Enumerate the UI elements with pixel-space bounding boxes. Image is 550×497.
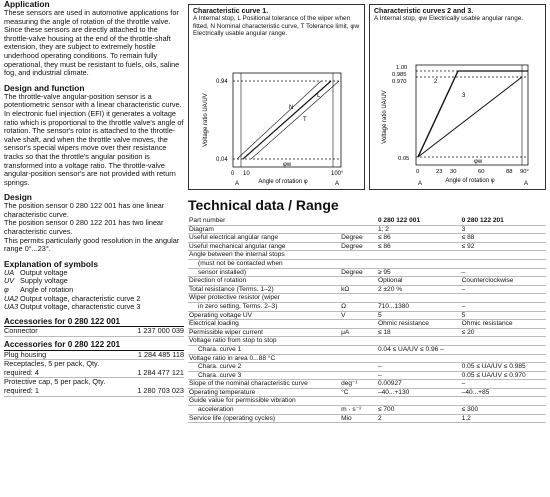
design-section bbox=[4, 193, 184, 254]
design-function-section bbox=[4, 84, 184, 188]
symbol-desc: Angle of rotation bbox=[20, 285, 74, 295]
table-row bbox=[188, 354, 546, 363]
accessory-number: 1 280 703 023 bbox=[137, 385, 184, 395]
param-cell: Useful mechanical angular range bbox=[188, 242, 340, 251]
symbol: UA2 bbox=[4, 293, 19, 303]
param-cell: Wiper protective resistor (wiper bbox=[188, 294, 340, 303]
curve2-line bbox=[418, 71, 458, 157]
design-function-text: The throttle-valve angular-position sensor is a potentiometric sensor with a linear characteristic curve. In electronic fuel injection (EFI) it generates a voltage ratio which is proportional to the throttle valve's angle of rotation. The sensor's rotor is attached to the throttle-valve shaft, and when the throttle valve moves, the sensor's special wipers move over their resistance tracks so that the throttle's angular position is transformed into a voltage ratio. The throttle-valve angular-position sensor's are not provided with return springs. bbox=[4, 91, 184, 187]
table-row bbox=[188, 320, 546, 329]
value-201-cell: ≤ 92 bbox=[461, 242, 546, 251]
symbol-desc: Output voltage bbox=[20, 267, 68, 277]
design-line: The position sensor 0 280 122 001 has one linear characteristic curve. bbox=[4, 201, 165, 219]
value-201-cell: Ohmic resistance bbox=[461, 320, 546, 329]
value-201-cell: 1.2 bbox=[461, 414, 546, 423]
value-201-cell: – bbox=[461, 268, 546, 277]
value-001-cell: 1; 2 bbox=[377, 225, 461, 234]
value-001-cell: ≤ 18 bbox=[377, 328, 461, 337]
curve23-label-3: 3 bbox=[462, 93, 466, 99]
value-201-cell bbox=[461, 345, 546, 354]
unit-cell: °C bbox=[340, 388, 377, 397]
technical-data-table bbox=[188, 217, 546, 423]
curve23-title: Characteristic curves 2 and 3. bbox=[374, 8, 474, 15]
table-row bbox=[188, 345, 546, 354]
unit-cell bbox=[340, 354, 377, 363]
symbol: UA bbox=[4, 267, 15, 277]
accessory-row bbox=[4, 327, 184, 337]
table-row bbox=[188, 259, 546, 268]
value-001-cell: Ohmic resistance bbox=[377, 320, 461, 329]
param-cell: Chara. curve 3 bbox=[188, 371, 340, 380]
unit-cell bbox=[340, 345, 377, 354]
curve23-xtick: 60 bbox=[478, 169, 485, 175]
value-001-cell: ≤ 86 bbox=[377, 242, 461, 251]
curve23-label-phiw: φw bbox=[474, 159, 483, 165]
param-cell: Guide value for permissible vibration bbox=[188, 397, 340, 406]
table-row bbox=[188, 217, 546, 225]
curve1-xlabel: Angle of rotation φ bbox=[258, 179, 308, 185]
technical-data-body bbox=[188, 217, 546, 423]
param-cell: Part number bbox=[188, 217, 340, 225]
param-cell: Chara. curve 2 bbox=[188, 363, 340, 372]
param-cell: Electrical loading bbox=[188, 320, 340, 329]
value-201-cell: 3 bbox=[461, 225, 546, 234]
value-201-cell: – bbox=[461, 302, 546, 311]
symbol-desc: Output voltage, characteristic curve 3 bbox=[20, 302, 141, 312]
value-201-cell: 0 280 122 201 bbox=[461, 217, 546, 225]
unit-cell bbox=[340, 363, 377, 372]
symbols-heading: Explanation of symbols bbox=[4, 258, 99, 269]
curve23-description: A Internal stop, φw Electrically usable angular range. bbox=[374, 15, 524, 23]
curve1-label-a: A bbox=[335, 181, 340, 187]
param-cell: Direction of rotation bbox=[188, 277, 340, 286]
table-row bbox=[188, 242, 546, 251]
value-201-cell bbox=[461, 294, 546, 303]
value-001-cell: ≤ 86 bbox=[377, 234, 461, 243]
param-cell: Service life (operating cycles) bbox=[188, 414, 340, 423]
curve23-xlabel: Angle of rotation φ bbox=[445, 178, 495, 184]
curve23-label-a: A bbox=[418, 181, 423, 187]
value-201-cell: – bbox=[461, 380, 546, 389]
curve1-label-l: L bbox=[317, 93, 321, 99]
value-001-cell: ≥ 95 bbox=[377, 268, 461, 277]
curve1-ytick: 0.94 bbox=[216, 79, 228, 85]
param-cell: Voltage ratio in area 0...88 °C bbox=[188, 354, 340, 363]
application-text: These sensors are used in automotive applications for measuring the angle of rotation of the throttle valve. Since these sensors are directly attached to the throttle-valve housing at the end of the throttle-shaft extension, they are subject to extremely hostile underhood operating conditions. To remain fully operational, they must be resistant to fuels, oils, saline fog, and industrial climate. bbox=[4, 8, 180, 78]
curve1-plot bbox=[193, 65, 361, 187]
value-201-cell: ≤ 88 bbox=[461, 234, 546, 243]
value-201-cell bbox=[461, 259, 546, 268]
value-201-cell: –40...+85 bbox=[461, 388, 546, 397]
unit-cell bbox=[340, 225, 377, 234]
value-001-cell bbox=[377, 259, 461, 268]
value-001-cell bbox=[377, 337, 461, 346]
curve23-plot bbox=[374, 57, 542, 187]
table-row bbox=[188, 225, 546, 234]
value-001-cell bbox=[377, 251, 461, 260]
curve23-xtick: 90° bbox=[520, 169, 529, 175]
curve23-ylabel: Voltage ratio UA/UV bbox=[382, 90, 388, 144]
value-001-cell bbox=[377, 354, 461, 363]
unit-cell: μA bbox=[340, 328, 377, 337]
curve1-label-t: T bbox=[303, 117, 307, 123]
accessory-name: Connector bbox=[4, 326, 38, 336]
param-cell: acceleration bbox=[188, 406, 340, 415]
table-row bbox=[188, 337, 546, 346]
unit-cell: deg⁻¹ bbox=[340, 380, 377, 389]
curve1-xtick: 10 bbox=[243, 171, 250, 177]
table-row bbox=[188, 234, 546, 243]
param-cell: Diagram bbox=[188, 225, 340, 234]
table-row bbox=[188, 406, 546, 415]
curve23-ytick: 0.05 bbox=[398, 156, 410, 162]
accessories-201-heading: Accessories for 0 280 122 201 bbox=[4, 341, 184, 351]
value-201-cell: 0.05 ≤ UA/UV ≤ 0.985 bbox=[461, 363, 546, 372]
unit-cell bbox=[340, 371, 377, 380]
value-001-cell bbox=[377, 294, 461, 303]
unit-cell bbox=[340, 320, 377, 329]
table-row bbox=[188, 311, 546, 320]
accessories-201 bbox=[4, 341, 184, 397]
design-line: This permits particularly good resolution in the angular range 0°...23°. bbox=[4, 235, 180, 254]
param-cell: sensor installed) bbox=[188, 268, 340, 277]
param-cell: Voltage ratio from stop to stop bbox=[188, 337, 340, 346]
accessory-name: Plug housing bbox=[4, 349, 47, 359]
value-001-cell: 5 bbox=[377, 311, 461, 320]
table-row bbox=[188, 363, 546, 372]
param-cell: Operating voltage UV bbox=[188, 311, 340, 320]
curve1-label-n: N bbox=[289, 105, 294, 111]
characteristic-curves-2-3-panel bbox=[369, 4, 546, 190]
param-cell: Slope of the nominal characteristic curve bbox=[188, 380, 340, 389]
symbol: UA3 bbox=[4, 302, 19, 312]
table-row bbox=[188, 268, 546, 277]
table-row bbox=[188, 302, 546, 311]
curve23-label-2: 2 bbox=[434, 79, 438, 85]
value-001-cell: ≤ 700 bbox=[377, 406, 461, 415]
value-001-cell: 0.04 ≤ UA/UV ≤ 0.96 – bbox=[377, 345, 461, 354]
accessory-number: 1 237 000 039 bbox=[137, 326, 184, 336]
value-001-cell: 710...1380 bbox=[377, 302, 461, 311]
curve23-xtick: 23 bbox=[436, 169, 443, 175]
unit-cell: Degree bbox=[340, 268, 377, 277]
value-201-cell bbox=[461, 337, 546, 346]
application-heading: Application bbox=[4, 0, 50, 9]
unit-cell bbox=[340, 397, 377, 406]
param-cell: Permissible wiper current bbox=[188, 328, 340, 337]
design-heading: Design bbox=[4, 192, 32, 203]
curve3-line bbox=[418, 77, 522, 157]
table-row bbox=[188, 397, 546, 406]
accessory-number: 1 284 485 118 bbox=[137, 349, 184, 359]
curve1-tolerance-line bbox=[237, 81, 321, 159]
value-201-cell: ≤ 20 bbox=[461, 328, 546, 337]
unit-cell: kΩ bbox=[340, 285, 377, 294]
param-cell: Angle between the internal stops bbox=[188, 251, 340, 260]
curve1-xtick: 100° bbox=[331, 171, 344, 177]
unit-cell bbox=[340, 217, 377, 225]
design-line: The position sensor 0 280 122 201 has two linear characteristic curves. bbox=[4, 218, 164, 237]
unit-cell: Ω bbox=[340, 302, 377, 311]
value-201-cell bbox=[461, 251, 546, 260]
param-cell: Chara. curve 1 bbox=[188, 345, 340, 354]
left-column bbox=[4, 0, 184, 397]
symbols-section bbox=[4, 260, 184, 312]
param-cell: in zero setting, Terms. 2–3) bbox=[188, 302, 340, 311]
design-function-heading: Design and function bbox=[4, 82, 85, 93]
curve1-tolerance-line bbox=[251, 81, 339, 159]
accessory-name: Receptacles, 5 per pack, Qty. required: 4 bbox=[4, 359, 100, 377]
accessory-number: 1 284 477 121 bbox=[137, 367, 184, 377]
table-row bbox=[188, 251, 546, 260]
curve23-xtick: 30 bbox=[450, 169, 457, 175]
curve1-ytick: 0.04 bbox=[216, 157, 228, 163]
characteristic-curve-1-panel bbox=[188, 4, 365, 190]
curve1-title: Characteristic curve 1. bbox=[193, 8, 269, 15]
table-row bbox=[188, 380, 546, 389]
symbol-row bbox=[4, 303, 184, 312]
value-201-cell: – bbox=[461, 285, 546, 294]
symbol-desc: Output voltage, characteristic curve 2 bbox=[20, 293, 141, 303]
table-row bbox=[188, 371, 546, 380]
symbol: UV bbox=[4, 276, 15, 286]
param-cell: Total resistance (Terms. 1–2) bbox=[188, 285, 340, 294]
unit-cell: Degree bbox=[340, 234, 377, 243]
param-cell: Useful electrical angular range bbox=[188, 234, 340, 243]
value-001-cell: – bbox=[377, 363, 461, 372]
curve23-ytick: 1.00 bbox=[396, 65, 408, 71]
table-row bbox=[188, 294, 546, 303]
value-201-cell: Counterclockwise bbox=[461, 277, 546, 286]
curve23-ytick: 0.970 bbox=[392, 79, 407, 85]
table-row bbox=[188, 277, 546, 286]
value-001-cell: 0.00927 bbox=[377, 380, 461, 389]
value-201-cell: 0.05 ≤ UA/UV ≤ 0.970 bbox=[461, 371, 546, 380]
unit-cell bbox=[340, 251, 377, 260]
unit-cell: m · s⁻² bbox=[340, 406, 377, 415]
unit-cell bbox=[340, 259, 377, 268]
curve23-label-a: A bbox=[524, 181, 529, 187]
curve1-label-a: A bbox=[235, 181, 240, 187]
symbol: φ bbox=[4, 285, 9, 295]
table-row bbox=[188, 388, 546, 397]
param-cell: (must not be contacted when bbox=[188, 259, 340, 268]
unit-cell: Degree bbox=[340, 242, 377, 251]
curve1-ylabel: Voltage ratio UA/UV bbox=[203, 93, 209, 147]
accessory-name: Protective cap, 5 per pack, Qty. required: 1 bbox=[4, 377, 106, 395]
value-201-cell bbox=[461, 397, 546, 406]
accessories-001-heading: Accessories for 0 280 122 001 bbox=[4, 318, 184, 328]
curve1-description: A Internal stop, L Positional tolerance of the wiper when fitted, N Nominal characteristic curve, T Tolerance limit, φw Electrically usable angular range. bbox=[193, 15, 360, 38]
unit-cell bbox=[340, 294, 377, 303]
table-row bbox=[188, 328, 546, 337]
curve23-xtick: 0 bbox=[416, 169, 420, 175]
accessory-row bbox=[4, 360, 184, 378]
table-row bbox=[188, 414, 546, 423]
accessories-001 bbox=[4, 318, 184, 337]
value-001-cell: 2 ±20 % bbox=[377, 285, 461, 294]
accessory-row bbox=[4, 378, 184, 396]
application-section bbox=[4, 0, 184, 78]
value-201-cell: 5 bbox=[461, 311, 546, 320]
unit-cell bbox=[340, 277, 377, 286]
value-001-cell bbox=[377, 397, 461, 406]
value-001-cell: Optional bbox=[377, 277, 461, 286]
curve23-ytick: 0.985 bbox=[392, 72, 407, 78]
curve23-xtick: 88 bbox=[506, 169, 513, 175]
unit-cell bbox=[340, 337, 377, 346]
table-row bbox=[188, 285, 546, 294]
value-001-cell: – bbox=[377, 371, 461, 380]
value-001-cell: –40...+130 bbox=[377, 388, 461, 397]
unit-cell: V bbox=[340, 311, 377, 320]
curve1-xtick: 0 bbox=[231, 171, 235, 177]
unit-cell: Mio bbox=[340, 414, 377, 423]
param-cell: Operating temperature bbox=[188, 388, 340, 397]
technical-data-title: Technical data / Range bbox=[188, 197, 339, 213]
value-201-cell bbox=[461, 354, 546, 363]
value-201-cell: ≤ 300 bbox=[461, 406, 546, 415]
symbol-desc: Supply voltage bbox=[20, 276, 68, 286]
curve1-label-phiw: φw bbox=[283, 162, 292, 168]
value-001-cell: 2 bbox=[377, 414, 461, 423]
value-001-cell: 0 280 122 001 bbox=[377, 217, 461, 225]
